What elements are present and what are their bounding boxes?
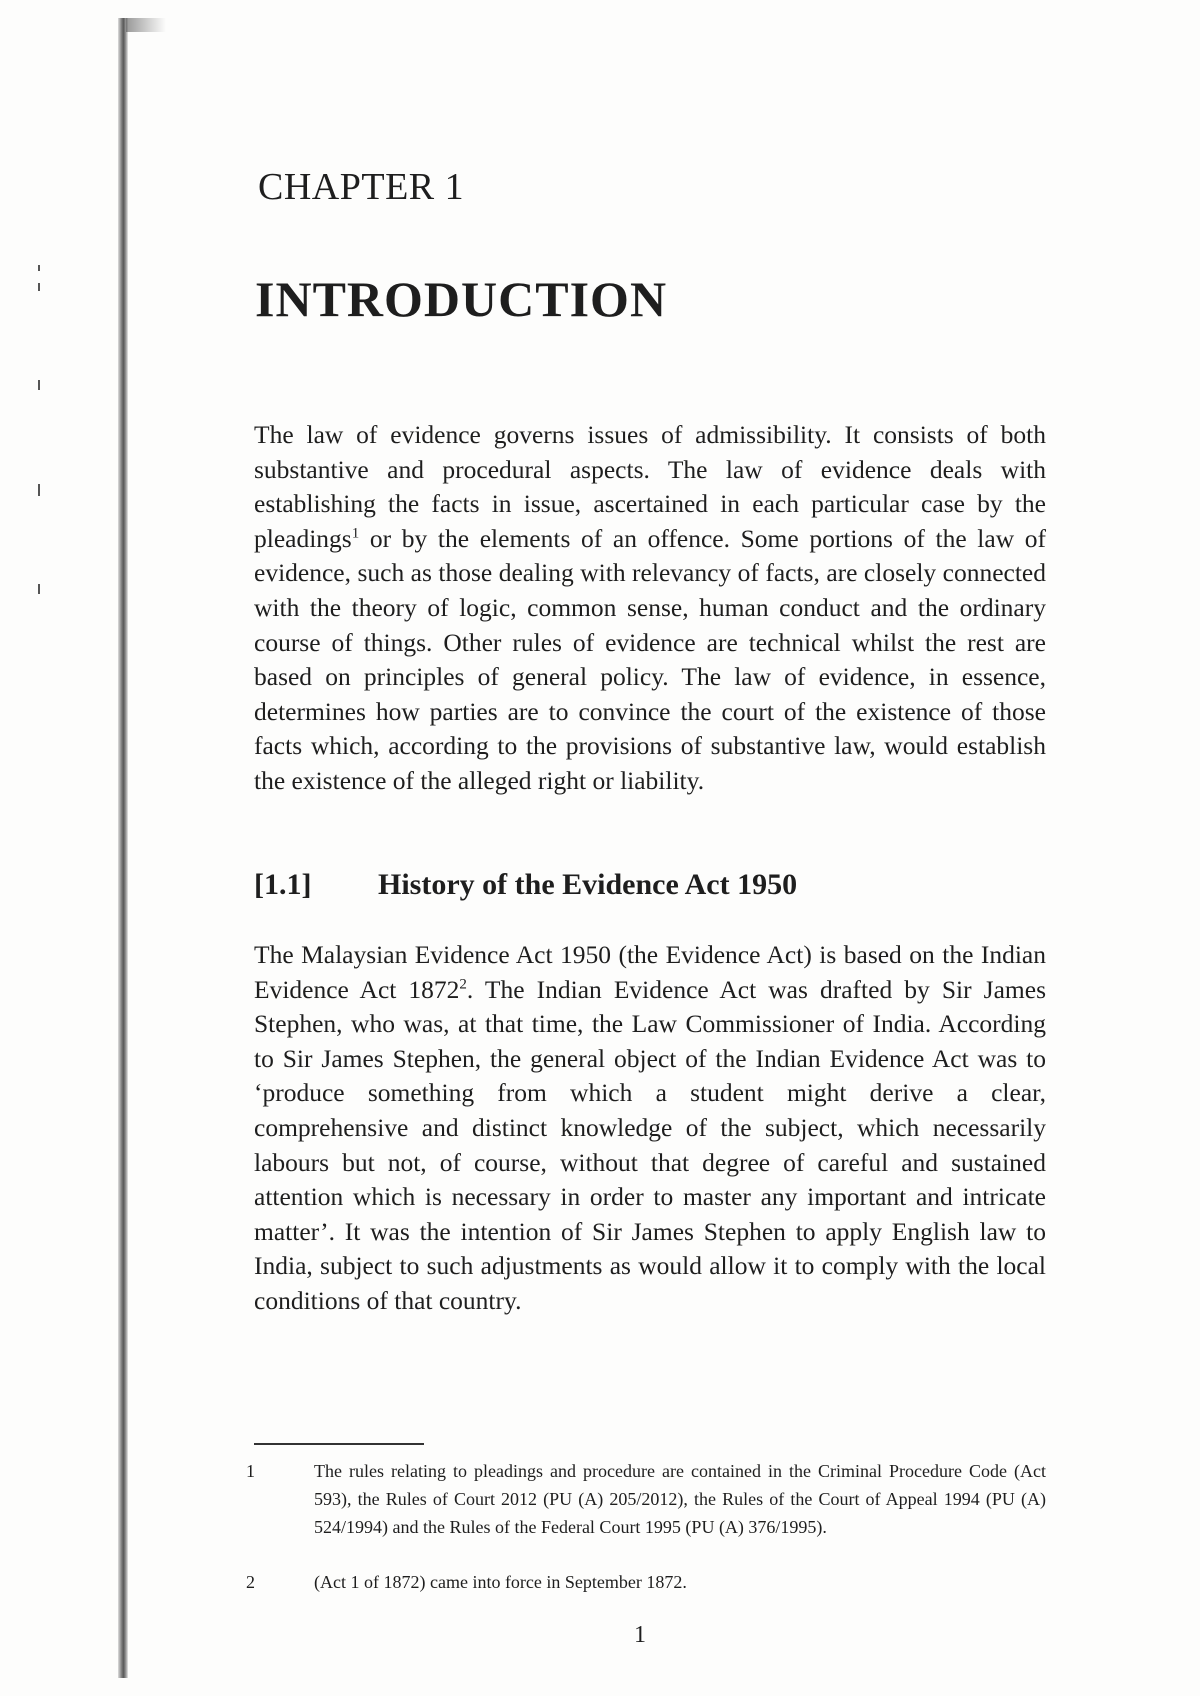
scan-binding-edge	[118, 18, 128, 1678]
footnote-text: The rules relating to pleadings and procedure are contained in the Criminal Procedure Code (Act 593), the Rules of Court 2012 (PU (A) 205/2012), the Rules of the Court of Appeal 1994 (PU (A) 524/1994) and the Rules of the Federal Court 1995 (PU (A) 376/1995).	[314, 1461, 1046, 1537]
footnote-text: (Act 1 of 1872) came into force in September 1872.	[314, 1572, 687, 1592]
footnote-number: 1	[246, 1461, 255, 1481]
margin-speck	[38, 265, 40, 271]
chapter-label: CHAPTER 1	[258, 166, 465, 208]
section-number: [1.1]	[254, 868, 312, 901]
section-heading	[254, 868, 797, 902]
history-paragraph-text-part-1: The Malaysian Evidence Act 1950 (the Evidence Act) is based on the Indian Evidence Act 1872	[254, 940, 1046, 1004]
section-title: History of the Evidence Act 1950	[378, 868, 798, 901]
footnote-number: 2	[246, 1572, 255, 1592]
footnote-divider	[254, 1443, 424, 1445]
footnote-reference-2: 2	[459, 976, 467, 993]
footnote-2	[246, 1568, 1046, 1596]
history-paragraph	[254, 938, 1046, 1319]
margin-speck	[38, 584, 40, 594]
history-paragraph-text-part-2: . The Indian Evidence Act was drafted by Sir James Stephen, who was, at that time, the Law Commissioner of India. According to Sir James Stephen, the general object of the Indian Evidence Act was to ‘produce something from which a student might derive a clear, comprehensive and distinct knowledge of the subject, which necessarily labours but not, of course, without that degree of careful and sustained attention which is necessary in order to master any important and intricate matter’. It was the intention of Sir James Stephen to apply English law to India, subject to such adjustments as would allow it to comply with the local conditions of that country.	[254, 974, 1046, 1315]
margin-speck	[38, 484, 40, 496]
footnote-reference-1: 1	[351, 525, 360, 542]
intro-paragraph-text-part-2: or by the elements of an offence. Some portions of the law of evidence, such as those dealing with relevancy of facts, are closely connected with the theory of logic, common sense, human conduct and the ordinary course of things. Other rules of evidence are technical whilst the rest are based on principles of general policy. The law of evidence, in essence, determines how parties are to convince the court of the existence of those facts which, according to the provisions of substantive law, would establish the existence of the alleged right or liability.	[254, 523, 1046, 795]
intro-paragraph-text-part-1: The law of evidence governs issues of admissibility. It consists of both substantive and procedural aspects. The law of evidence deals with establishing the facts in issue, ascertained in each particular case by the pleadings	[254, 420, 1046, 553]
chapter-title: INTRODUCTION	[255, 271, 668, 327]
margin-speck	[38, 283, 40, 291]
footnote-1	[246, 1457, 1046, 1541]
page-number: 1	[634, 1622, 646, 1648]
intro-paragraph	[254, 418, 1046, 799]
margin-speck	[38, 380, 40, 390]
scan-binding-shadow	[126, 18, 166, 32]
